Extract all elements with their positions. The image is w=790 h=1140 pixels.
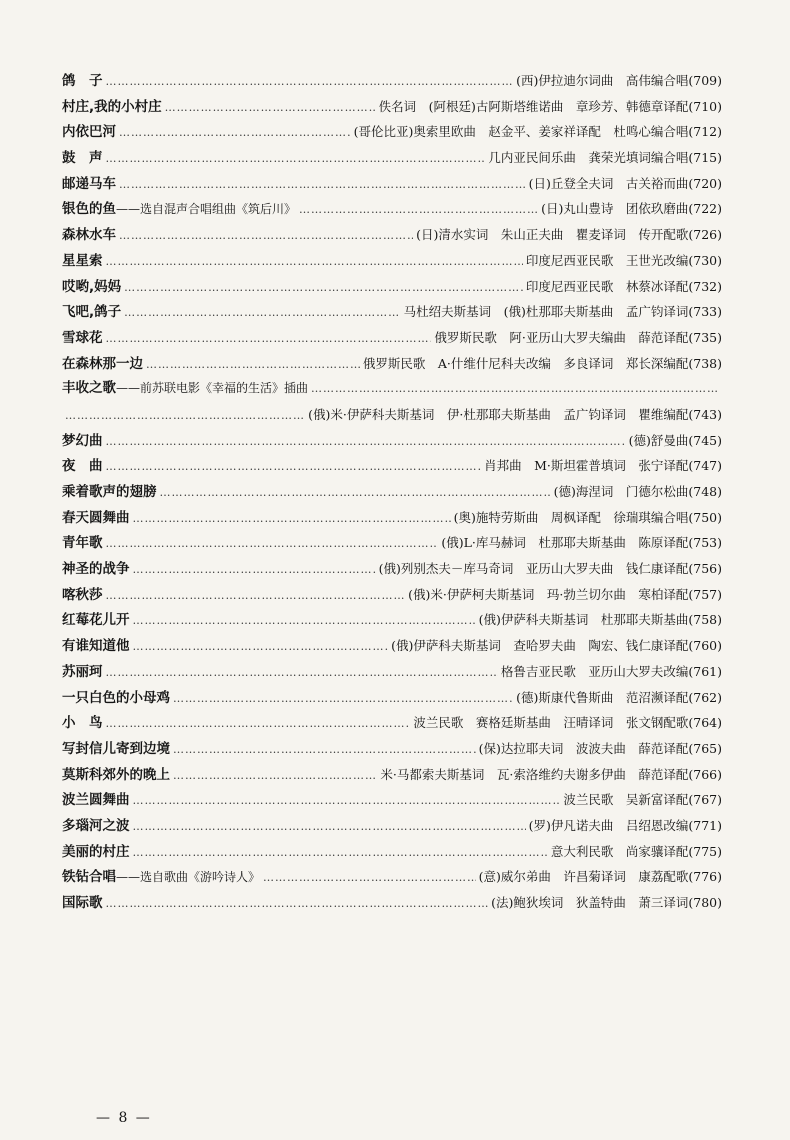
entry-title: 苏丽珂: [62, 663, 103, 680]
dot-leader: [133, 608, 476, 634]
dot-leader: [160, 480, 551, 506]
entry-title: 村庄,我的小村庄: [62, 98, 162, 115]
dot-leader: [106, 891, 489, 917]
entry-credits: 波兰民歌 吴新富译配: [563, 792, 689, 808]
toc-entry: [62, 787, 722, 813]
entry-credits: (奥)施特劳斯曲 周枫译配 徐瑞琪编合唱: [453, 509, 689, 525]
toc-entry: [62, 222, 722, 248]
entry-credits: (日)清水实词 朱山正夫曲 瞿麦译词 传开配歌: [416, 227, 689, 243]
entry-credits: (俄)米·伊萨科夫斯基词 伊·杜那耶夫斯基曲 孟广钧译词 瞿维编配: [308, 406, 689, 422]
entry-credits: (哥伦比亚)奥索里欧曲 赵金平、姜家祥译配 杜鸣心编合唱: [353, 124, 689, 140]
table-of-contents: [62, 68, 722, 916]
dot-leader: [165, 95, 376, 121]
toc-entry: [62, 376, 722, 402]
entry-page-number: (767): [688, 792, 722, 808]
toc-entry: [62, 248, 722, 274]
dot-leader: [65, 403, 305, 429]
entry-title: 美丽的村庄: [62, 843, 130, 860]
entry-page-number: (765): [688, 740, 722, 756]
dot-leader: [263, 865, 476, 891]
entry-title: 在森林那一边: [62, 355, 143, 372]
entry-credits: 格鲁吉亚民歌 亚历山大罗夫改编: [500, 663, 689, 679]
entry-page-number: (710): [688, 98, 722, 114]
dot-leader: [106, 454, 482, 480]
entry-page-number: (720): [688, 175, 722, 191]
entry-title: 多瑙河之波: [62, 817, 130, 834]
entry-page-number: (758): [688, 612, 722, 628]
toc-entry: [62, 145, 722, 171]
entry-credits: (日)丸山豊诗 团依玖磨曲: [541, 201, 689, 217]
dot-leader: [299, 197, 538, 223]
toc-entry: [62, 762, 722, 788]
entry-credits: (德)斯康代鲁斯曲 范沼濒译配: [516, 689, 689, 705]
entry-subtitle: ——选自混声合唱组曲《筑后川》: [116, 202, 297, 217]
entry-title: 鼓 声: [62, 150, 103, 167]
dot-leader: [133, 788, 561, 814]
entry-credits: 俄罗斯民歌 A·什维什尼科夫改编 多良译词 郑长深编配: [362, 355, 689, 371]
dot-leader: [173, 737, 476, 763]
entry-page-number: (732): [688, 278, 722, 294]
entry-title: 国际歌: [62, 895, 103, 911]
entry-page-number: (748): [688, 484, 722, 499]
toc-entry: [62, 196, 722, 222]
entry-title: 丰收之歌: [62, 380, 116, 397]
entry-subtitle: ——选自歌曲《游吟诗人》: [116, 870, 261, 885]
toc-entry: [62, 428, 722, 454]
entry-title: 哎哟,妈妈: [62, 278, 122, 295]
toc-entry: [62, 299, 722, 325]
entry-page-number: (780): [688, 895, 722, 910]
entry-credits: 肖邦曲 M·斯坦霍普填词 张宁译配: [484, 458, 689, 474]
dot-leader: [106, 531, 439, 557]
toc-entry: [62, 402, 722, 428]
toc-entry: [62, 505, 722, 531]
entry-page-number: (733): [688, 304, 722, 320]
toc-entry: [62, 582, 722, 608]
entry-credits: (俄)伊萨科夫斯基词 查哈罗夫曲 陶宏、钱仁康译配: [391, 638, 689, 654]
entry-title: 红莓花儿开: [62, 612, 130, 629]
entry-title: 梦幻曲: [62, 432, 103, 449]
entry-title: 莫斯科郊外的晚上: [62, 766, 170, 783]
entry-page-number: (750): [688, 509, 722, 525]
entry-credits: (西)伊拉迪尔词曲 高伟编合唱: [516, 73, 689, 88]
entry-title: 小 鸟: [62, 715, 103, 732]
dot-leader: [106, 583, 406, 609]
entry-credits: (意)威尔弟曲 许昌菊译词 康荔配歌: [478, 869, 689, 885]
dot-leader: [119, 120, 351, 146]
dot-leader: [173, 686, 513, 712]
entry-page-number: (735): [688, 329, 722, 345]
entry-credits: (俄)米·伊萨柯夫斯基词 玛·勃兰切尔曲 寒柏译配: [408, 586, 689, 602]
entry-credits: 几内亚民间乐曲 龚荣光填词编合唱: [488, 150, 689, 166]
entry-page-number: (747): [688, 458, 722, 474]
entry-credits: (罗)伊凡诺夫曲 吕绍恩改编: [528, 817, 689, 833]
dot-leader: [124, 275, 523, 301]
dot-leader: [133, 634, 389, 660]
entry-title: 星星索: [62, 252, 103, 269]
dot-leader: [106, 429, 626, 455]
entry-title: 神圣的战争: [62, 561, 130, 578]
entry-title: 铁钻合唱: [62, 869, 116, 886]
entry-credits: 意大利民歌 尚家骧译配: [550, 843, 689, 859]
entry-credits: 印度尼西亚民歌 王世光改编: [525, 252, 689, 268]
entry-credits: (俄)列别杰夫－库马奇词 亚历山大罗夫曲 钱仁康译配: [378, 561, 689, 577]
dot-leader: [146, 352, 360, 378]
toc-entry: [62, 325, 722, 351]
toc-entry: [62, 813, 722, 839]
entry-title: 青年歌: [62, 535, 103, 552]
entry-page-number: (757): [688, 586, 722, 602]
entry-page-number: (726): [688, 227, 722, 243]
entry-credits: (保)达拉耶夫词 波波夫曲 薛范译配: [478, 740, 689, 756]
entry-page-number: (715): [688, 150, 722, 166]
entry-title: 内依巴河: [62, 124, 116, 141]
entry-title: 喀秋莎: [62, 586, 103, 603]
dot-leader: [119, 172, 526, 198]
toc-entry: [62, 890, 722, 916]
toc-entry: [62, 710, 722, 736]
entry-credits: (俄)L·库马赫词 杜那耶夫斯基曲 陈原译配: [441, 535, 689, 551]
entry-title: 银色的鱼: [62, 201, 116, 218]
toc-entry: [62, 171, 722, 197]
entry-title: 有谁知道他: [62, 638, 130, 655]
entry-page-number: (760): [688, 638, 722, 654]
entry-title: 波兰圆舞曲: [62, 792, 130, 809]
toc-entry: [62, 685, 722, 711]
entry-page-number: (762): [688, 689, 722, 705]
toc-entry: [62, 530, 722, 556]
toc-entry: [62, 607, 722, 633]
entry-page-number: (745): [688, 432, 722, 448]
dot-leader: [311, 376, 719, 402]
dot-leader: [106, 249, 523, 275]
entry-credits: 马杜绍夫斯基词 (俄)杜那耶夫斯基曲 孟广钧译词: [403, 304, 689, 320]
dot-leader: [106, 69, 514, 95]
entry-subtitle: ——前苏联电影《幸福的生活》插曲: [116, 381, 309, 396]
entry-credits: (法)鲍狄埃词 狄盖特曲 萧三译词: [491, 895, 689, 910]
toc-entry: [62, 864, 722, 890]
entry-title: 飞吧,鸽子: [62, 304, 122, 321]
toc-entry: [62, 119, 722, 145]
entry-title: 森林水车: [62, 227, 116, 244]
entry-title: 乘着歌声的翅膀: [62, 484, 157, 500]
entry-page-number: (753): [688, 535, 722, 551]
entry-credits: 佚名词 (阿根廷)古阿斯塔维诺曲 章珍芳、韩德章译配: [378, 98, 689, 114]
toc-entry: [62, 453, 722, 479]
dot-leader: [133, 506, 451, 532]
entry-credits: 印度尼西亚民歌 林蔡冰译配: [525, 278, 689, 294]
entry-credits: 俄罗斯民歌 阿·亚历山大罗夫编曲 薛范译配: [434, 329, 689, 345]
entry-title: 一只白色的小母鸡: [62, 689, 170, 706]
entry-page-number: (775): [688, 843, 722, 859]
toc-entry: [62, 556, 722, 582]
dot-leader: [106, 146, 486, 172]
dot-leader: [133, 557, 376, 583]
dot-leader: [119, 223, 413, 249]
toc-entry: [62, 68, 722, 94]
entry-title: 邮递马车: [62, 175, 116, 192]
page-number: — 8 —: [96, 1110, 152, 1126]
dot-leader: [173, 763, 377, 789]
entry-page-number: (738): [688, 355, 722, 371]
entry-credits: 米·马都索夫斯基词 瓦·索洛维约夫谢多伊曲 薛范译配: [380, 766, 689, 782]
entry-credits: (德)海涅词 门德尔松曲: [553, 484, 689, 499]
entry-credits: (德)舒曼曲: [628, 432, 689, 448]
dot-leader: [133, 814, 526, 840]
entry-title: 春天圆舞曲: [62, 509, 130, 526]
entry-page-number: (776): [688, 869, 722, 885]
dot-leader: [106, 711, 411, 737]
entry-page-number: (709): [688, 73, 722, 88]
entry-title: 写封信儿寄到边境: [62, 740, 170, 757]
entry-page-number: (743): [688, 406, 722, 422]
entry-title: 夜 曲: [62, 458, 103, 475]
toc-entry: [62, 839, 722, 865]
entry-page-number: (730): [688, 252, 722, 268]
toc-entry: [62, 351, 722, 377]
entry-title: 雪球花: [62, 329, 103, 346]
dot-leader: [106, 660, 498, 686]
toc-entry: [62, 736, 722, 762]
entry-page-number: (756): [688, 561, 722, 577]
toc-entry: [62, 633, 722, 659]
entry-page-number: (722): [688, 201, 722, 217]
entry-title: 鸽 子: [62, 73, 103, 89]
entry-credits: (日)丘登全夫词 古关裕而曲: [528, 175, 689, 191]
dot-leader: [106, 326, 432, 352]
entry-page-number: (761): [688, 663, 722, 679]
entry-credits: 波兰民歌 赛格廷斯基曲 汪晴译词 张文钢配歌: [413, 715, 689, 731]
dot-leader: [133, 840, 548, 866]
entry-page-number: (712): [688, 124, 722, 140]
dot-leader: [124, 300, 400, 326]
toc-entry: [62, 479, 722, 505]
toc-entry: [62, 659, 722, 685]
entry-page-number: (771): [688, 817, 722, 833]
toc-entry: [62, 94, 722, 120]
entry-page-number: (766): [688, 766, 722, 782]
toc-entry: [62, 274, 722, 300]
entry-page-number: (764): [688, 715, 722, 731]
entry-credits: (俄)伊萨科夫斯基词 杜那耶夫斯基曲: [478, 612, 689, 628]
